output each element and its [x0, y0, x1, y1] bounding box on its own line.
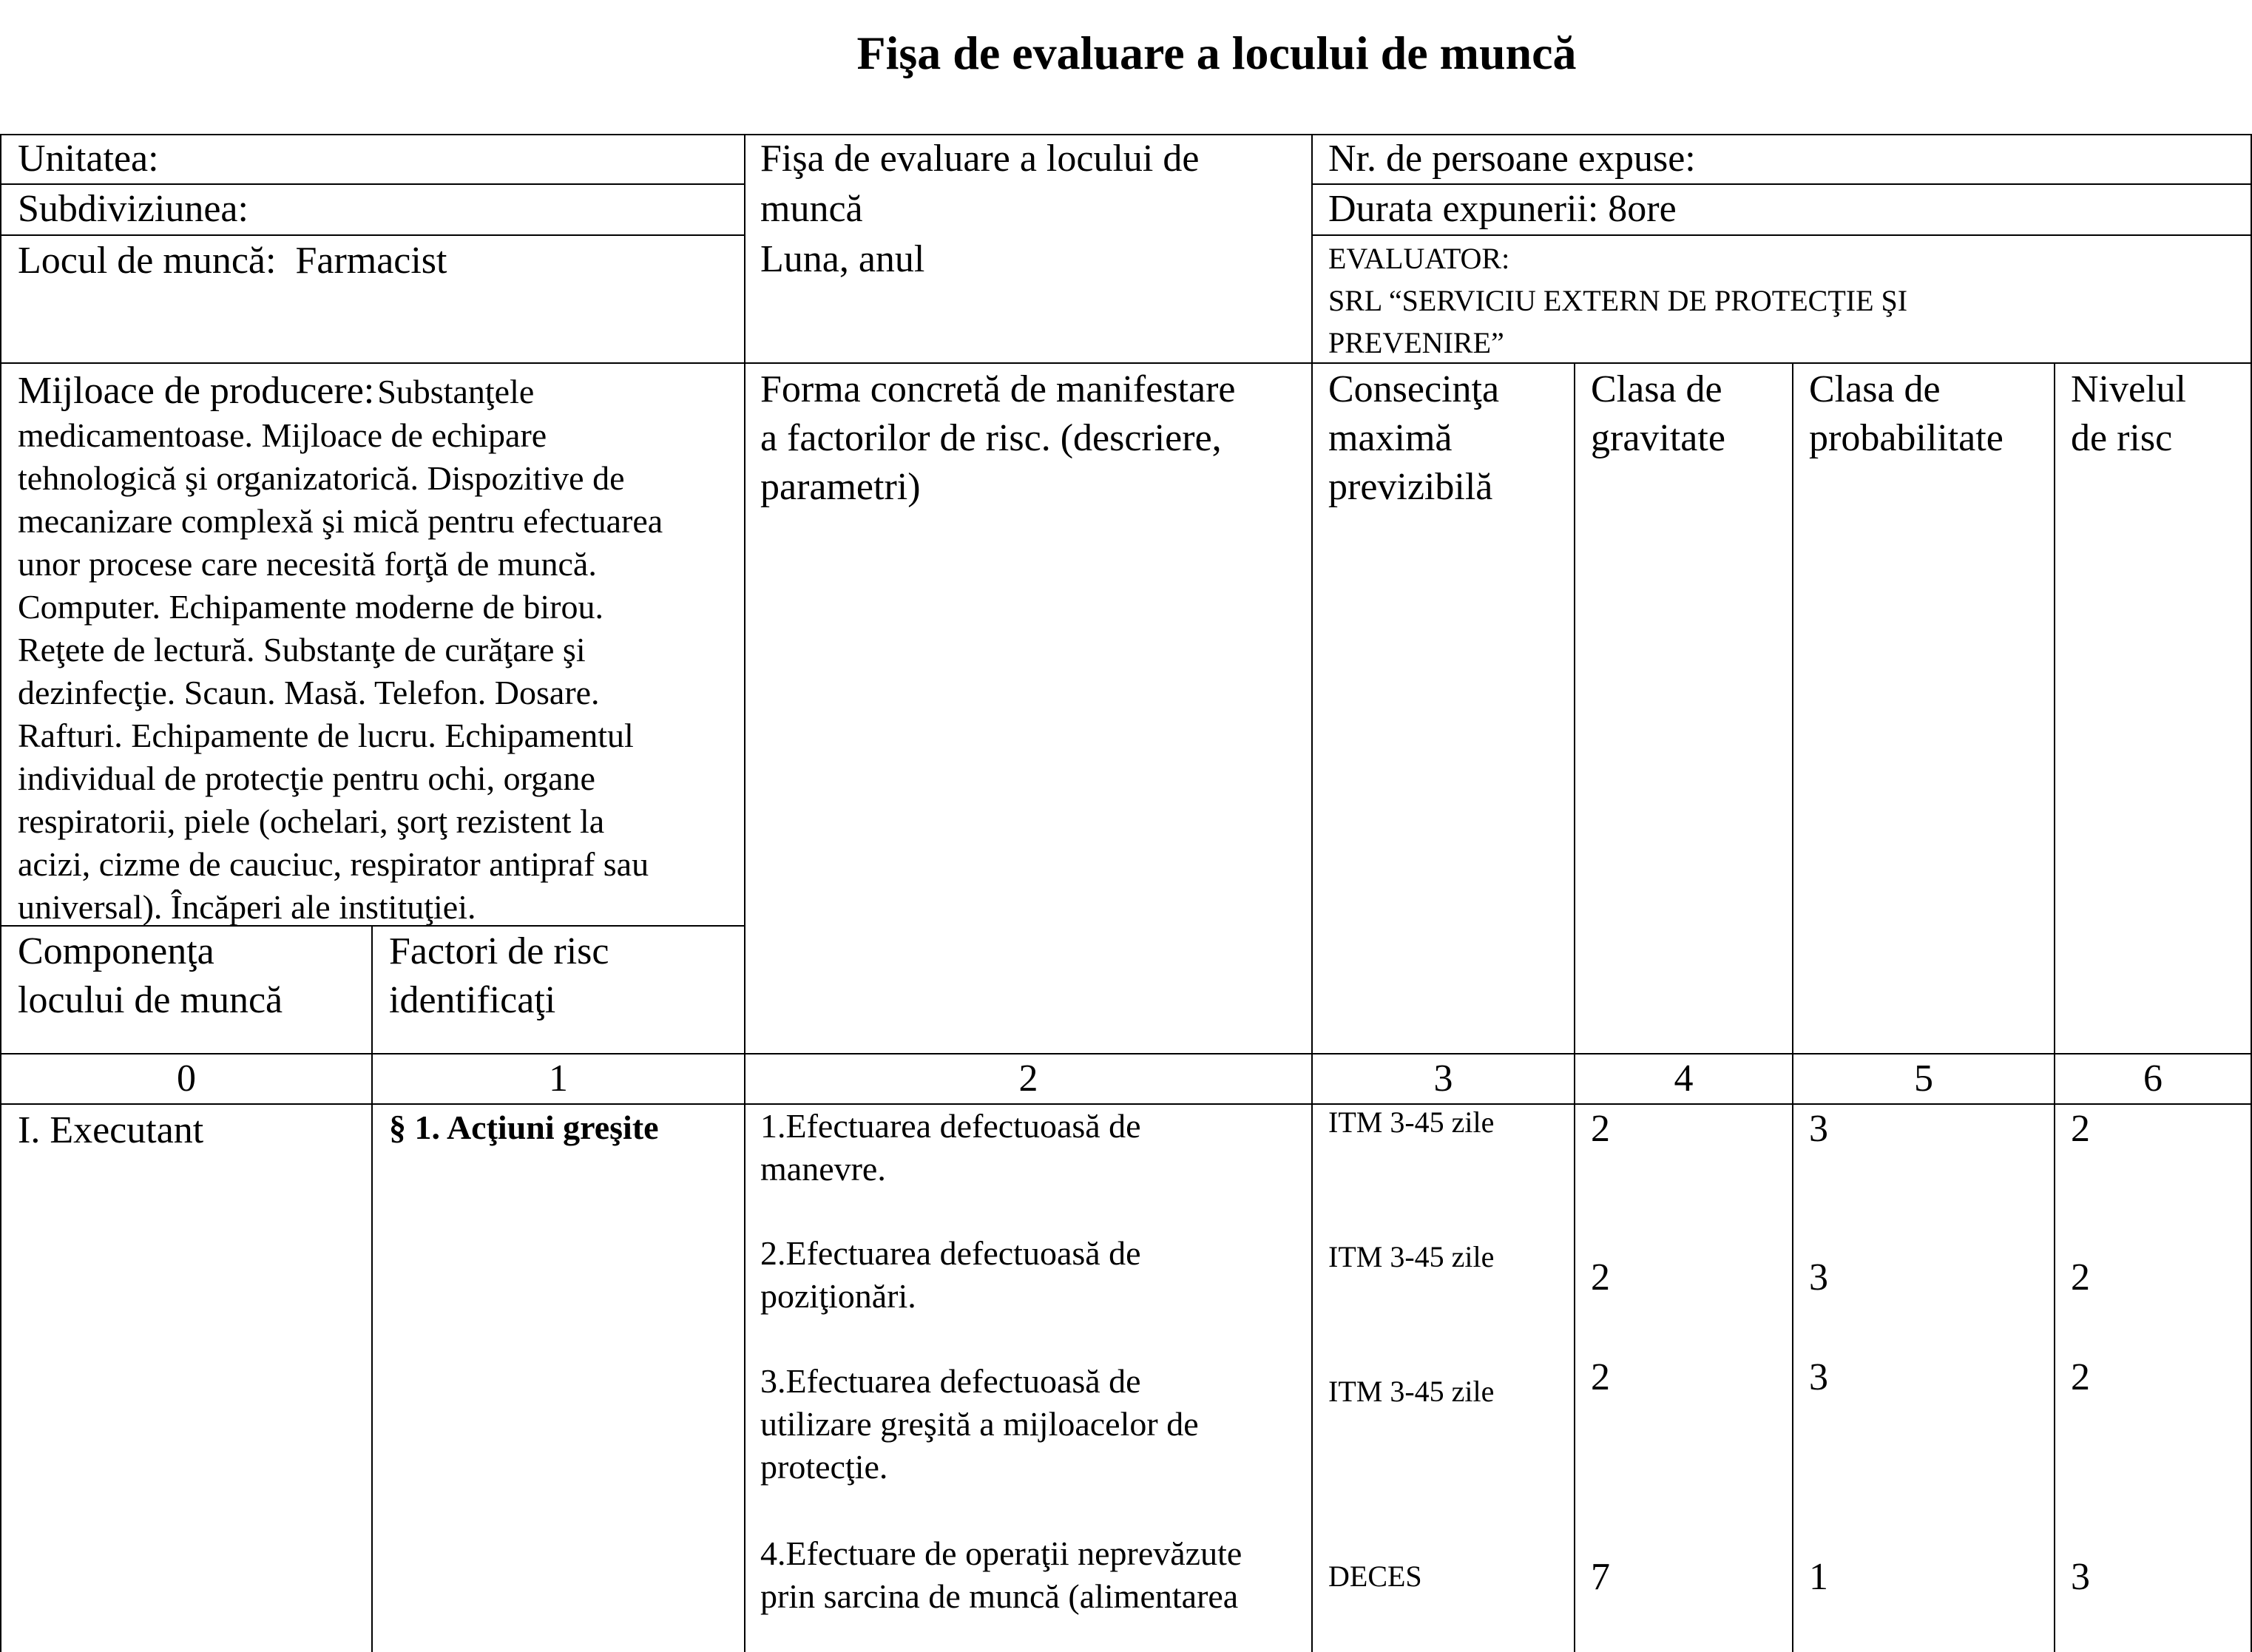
durata-expunerii: Durata expunerii: 8ore [1328, 188, 1677, 230]
col-number: 1 [549, 1057, 568, 1100]
risk-description: 4.Efectuare de operaţii neprevăzute prin sarcina de muncă (alimentarea [760, 1534, 1242, 1615]
col-header-clasa-probabilitate: Clasa de probabilitate [1809, 368, 2004, 459]
col-header-factori: Factori de risc identificaţi [389, 930, 609, 1021]
fisa-evaluare-line1: Fişa de evaluare a locului de [760, 138, 1200, 180]
luna-anul: Luna, anul [760, 238, 925, 280]
page-title: Fişa de evaluare a locului de muncă [856, 27, 1577, 79]
risk-nivel: 2 [2071, 1108, 2090, 1150]
risk-probabilitate: 3 [1809, 1108, 1828, 1150]
executant-label: I. Executant [18, 1109, 204, 1151]
risk-gravitate: 2 [1591, 1108, 1610, 1150]
risk-description: 1.Efectuarea defectuoasă de manevre. [760, 1107, 1141, 1188]
mijloace-label: Mijloace de producere: [18, 370, 375, 412]
col-number: 3 [1433, 1057, 1453, 1100]
locul-value: Farmacist [295, 240, 447, 282]
mijloace-first-line [18, 367, 534, 416]
risk-gravitate: 2 [1591, 1256, 1610, 1299]
mijloace-line: unor procese care necesită forţă de muncă. [18, 545, 597, 583]
risk-probabilitate: 3 [1809, 1356, 1828, 1398]
risk-nivel: 3 [2071, 1556, 2090, 1598]
mijloace-line: acizi, cizme de cauciuc, respirator antipraf sau [18, 845, 649, 883]
risk-gravitate: 2 [1591, 1356, 1610, 1398]
risk-consecinta: ITM 3-45 zile [1328, 1375, 1495, 1408]
risk-description: 3.Efectuarea defectuoasă de utilizare greşită a mijloacelor de protecţie. [760, 1362, 1199, 1486]
subdiviziunea-label: Subdiviziunea: [18, 188, 248, 230]
mijloace-line: dezinfecţie. Scaun. Masă. Telefon. Dosare. [18, 674, 600, 711]
locul-label: Locul de muncă: [18, 240, 277, 282]
mijloace-line: mecanizare complexă şi mică pentru efectuarea [18, 502, 663, 540]
col-header-consecinta: Consecinţa maximă previzibilă [1328, 368, 1500, 508]
mijloace-text [18, 414, 663, 929]
mijloace-line: individual de protecţie pentru ochi, organe [18, 759, 595, 797]
mijloace-line: medicamentoase. Mijloace de echipare [18, 416, 547, 454]
risk-consecinta: ITM 3-45 zile [1328, 1240, 1495, 1273]
risk-consecinta: DECES [1328, 1560, 1422, 1593]
mijloace-line: Rafturi. Echipamente de lucru. Echipamentul [18, 717, 634, 754]
col-header-forma: Forma concretă de manifestare a factorilor de risc. (descriere, parametri) [760, 368, 1236, 508]
col-header-clasa-gravitate: Clasa de gravitate [1591, 368, 1725, 459]
unitatea-label: Unitatea: [18, 138, 159, 180]
risk-nivel: 2 [2071, 1256, 2090, 1299]
nr-persoane-expuse: Nr. de persoane expuse: [1328, 138, 1696, 180]
col-number: 0 [177, 1057, 196, 1100]
mijloace-line: universal). Încăperi ale instituţiei. [18, 888, 476, 926]
risk-probabilitate: 3 [1809, 1256, 1828, 1299]
mijloace-line: tehnologică şi organizatorică. Dispozitive de [18, 459, 625, 497]
col-number: 4 [1674, 1057, 1694, 1100]
fisa-evaluare-line2: muncă [760, 188, 863, 230]
mijloace-line: respiratorii, piele (ochelari, şorţ rezistent la [18, 802, 605, 840]
col-number: 5 [1914, 1057, 1933, 1100]
mijloace-line: Computer. Echipamente moderne de birou. [18, 588, 603, 626]
risk-consecinta: ITM 3-45 zile [1328, 1106, 1495, 1139]
risk-description: 2.Efectuarea defectuoasă de poziţionări. [760, 1234, 1141, 1315]
risk-gravitate: 7 [1591, 1556, 1610, 1598]
risk-nivel: 2 [2071, 1356, 2090, 1398]
col-header-nivelul: Nivelul de risc [2071, 368, 2186, 459]
col-number: 6 [2143, 1057, 2163, 1100]
evaluator-line1: SRL “SERVICIU EXTERN DE PROTECŢIE ŞI [1328, 284, 1908, 317]
risk-probabilitate: 1 [1809, 1556, 1828, 1598]
col-header-componenta: Componenţa locului de muncă [18, 930, 283, 1021]
mijloace-line: Reţete de lectură. Substanţe de curăţare şi [18, 631, 586, 668]
mijloace-first-word: Substanţele [377, 373, 535, 410]
locul-de-munca [18, 237, 447, 285]
evaluator-line2: PREVENIRE” [1328, 326, 1504, 359]
evaluator-label: EVALUATOR: [1328, 242, 1510, 275]
col-number: 2 [1018, 1057, 1038, 1100]
section-actiuni-gresite: § 1. Acţiuni greşite [389, 1108, 659, 1146]
